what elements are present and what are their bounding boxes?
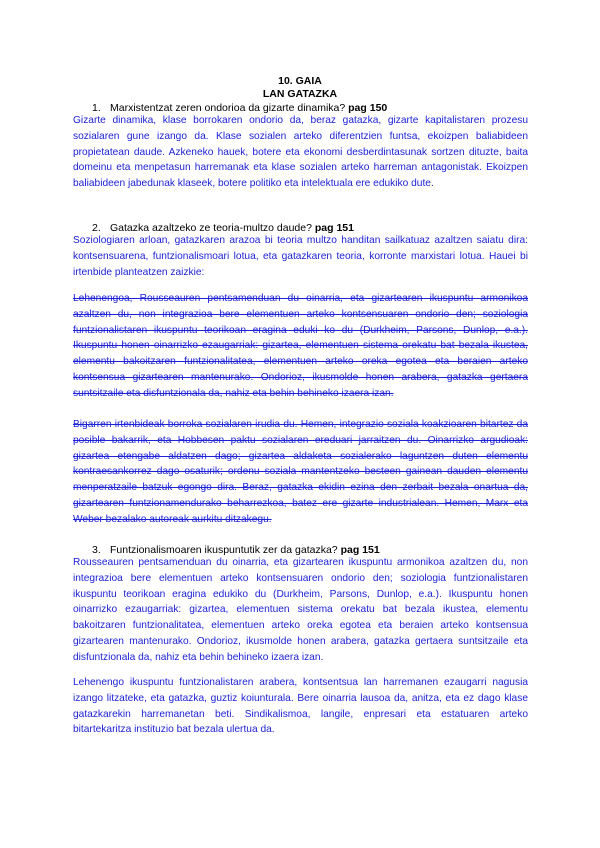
question-number: 3. (92, 544, 101, 556)
question-text: Gatazka azaltzeko ze teoria-multzo daude? (110, 222, 312, 234)
answer-3-continued: Lehenengo ikuspuntu funtzionalistaren arabera, kontsentsua lan harremanen ezaugarri nagusia izango litzateke, eta gatazka, guztiz koiunturala. Bere oinarria lausoa da, anitza, eta ez dago klase gatazkarekin harremanetan beti. Sindikalismoa, langile, enpresari eta estatuaren arteko bitartekaritza instituzio bat bezala ulertua da. (73, 677, 528, 736)
chapter-subtitle: LAN GATAZKA (262, 88, 338, 100)
question-text: Funtzionalismoaren ikuspuntutik zer da gatazka? (110, 544, 338, 556)
answer-2-intro: Soziologiaren arloan, gatazkaren arazoa bi teoria multzo handitan sailkatuaz azaltzen saiatu dira: kontsensuarena, funtzionalismoari lotua, eta gatazkaren teoria, korronte marxistari lotua. Hauei bi irtenbide planteatzen zaizkie: (73, 235, 528, 278)
chapter-title: 10. GAIA (278, 75, 322, 87)
question-page: pag 151 (340, 544, 380, 556)
answer-1: Gizarte dinamika, klase borrokaren ondorio da, beraz gatazka, gizarte kapitalistaren prozesu sozialaren gune izango da. Klase sozialen arteko diferentzien funtsa, ekoizpen baliabideen propietatean daude. Azkeneko hauek, botere eta ekonomi desberdintasunak sortzen dituzte, baita domeinu eta menpetasun harremanak eta klase sozialen arteko harreman antagonistak. Ekoizpen baliabideen jabedunak klaseek, botere politiko eta intelektuala ere edukiko dute. (73, 115, 528, 190)
answer-2-option-1-struck: Lehenengoa, Rousseauren pentsamenduan du oinarria, eta gizartearen ikuspuntu armonikoa azaltzen du, non integrazioa bere elementuen arteko kontsensuaren ondorio den; soziologia funtzionalistaren ikuspuntu teorikoan eragina eduki ko du (Durkheim, Parsons, Dunlop, e.a.). Ikuspuntu honen oinarrizko ezaugarriak: gizartea, elementuen sistema orekatu bat bezala ikustea, elementu bakoitzaren funtzionalitatea, elementuen arteko oreka egotea eta beraien arteko kontsensua gizartearen mantenurako. Ondorioz, ikusmolde honen arabera, gatazka gertaera suntsitzaile eta disfuntzionala da, nahiz eta behin behineko izaera izan. (73, 293, 528, 399)
answer-2-option-2-struck: Bigarren irtenbideak borroka sozialaren irudia du. Hemen, integrazio soziala koakzioaren bitartez da posible bakarrik, eta Hobbesen paktu sozialaren ereduari jarraitzen du. Oinarrizko argudioak: gizartea etengabe aldatzen dago; gizartea aldaketa sozialerako laguntzen duten elementu kontraesankorrez dago osaturik; ordenu soziala mantentzeko besteen gainean dauden elementu menperatzaile batzuk egongo dira. Beraz, gatazka ekidin ezina den zerbait bezala onartua da, gizartearen funtzionamendurako beharrezkoa, batez ere gizarte industrialean. Hemen, Marx eta Weber bezalako autoreak aurkitu ditzakegu. (73, 419, 528, 525)
question-text: Marxistentzat zeren ondorioa da gizarte dinamika? (110, 102, 346, 114)
question-page: pag 150 (348, 102, 388, 114)
question-number: 2. (92, 222, 101, 234)
question-page: pag 151 (314, 222, 354, 234)
question-number: 1. (92, 102, 101, 114)
answer-3: Rousseauren pentsamenduan du oinarria, eta gizartearen ikuspuntu armonikoa azaltzen du, non integrazioa bere elementuen arteko kontsensuaren ondorio den; soziologia funtzionalistaren ikuspuntu teorikoan eragina edukiko du (Durkheim, Parsons, Dunlop, e.a.). Ikuspuntu honen oinarrizko ezaugarriak: gizartea, elementuen sistema orekatu bat bezala ikustea, elementu bakoitzaren funtzionalitatea, elementuen arteko oreka egotea eta beraien arteko kontsensua gizartearen mantenurako. Ondorioz, ikusmolde honen arabera, gatazka gertaera suntsitzaile eta disfuntzionala da, nahiz eta behin behineko izaera izan. (73, 557, 528, 663)
